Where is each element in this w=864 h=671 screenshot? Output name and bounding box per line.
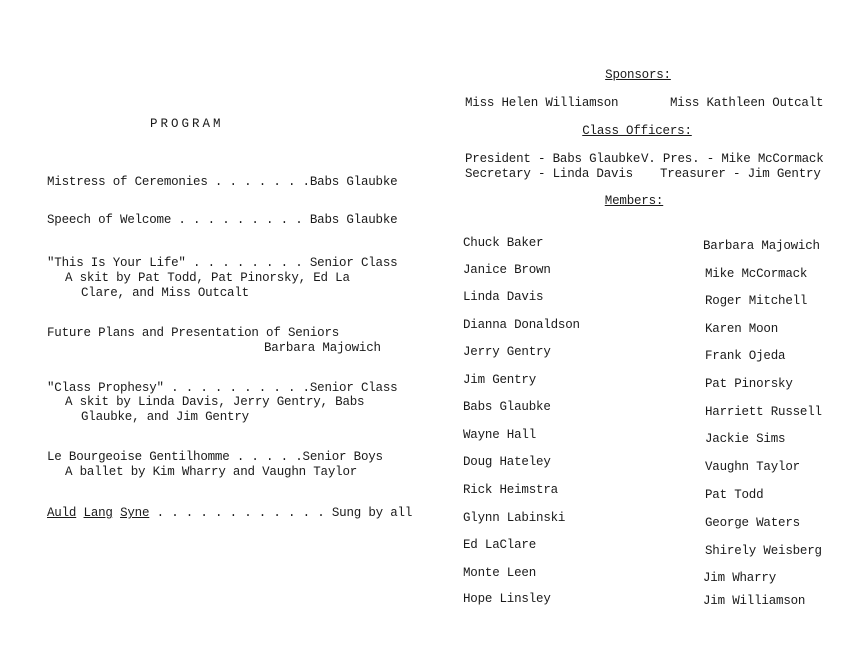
member-name: Jim Wharry (703, 571, 777, 585)
officer-president: President - Babs Glaubke (465, 152, 641, 166)
member-name: Mike McCormack (705, 267, 808, 281)
program-item-your-life-detail-2: Clare, and Miss Outcalt (81, 286, 249, 300)
program-item-ballet-detail: A ballet by Kim Wharry and Vaughn Taylor (65, 465, 358, 479)
member-name: Doug Hateley (463, 455, 551, 469)
lang-word: Lang (83, 506, 113, 520)
member-name: Wayne Hall (463, 428, 537, 442)
member-name: Babs Glaubke (463, 400, 551, 414)
officer-secretary: Secretary - Linda Davis (465, 167, 633, 181)
member-name: Barbara Majowich (703, 239, 820, 253)
member-name: Pat Todd (705, 488, 764, 502)
member-name: Jim Williamson (703, 594, 806, 608)
member-name: Jackie Sims (705, 432, 786, 446)
program-title: PROGRAM (150, 117, 224, 131)
auld-word: Auld (47, 506, 77, 520)
member-name: Ed LaClare (463, 538, 537, 552)
member-name: Jerry Gentry (463, 345, 551, 359)
member-name: Chuck Baker (463, 236, 544, 250)
sponsors-heading: Sponsors: (605, 68, 671, 82)
member-name: Frank Ojeda (705, 349, 786, 363)
member-name: Linda Davis (463, 290, 544, 304)
program-item-ballet: Le Bourgeoise Gentilhomme . . . . .Senior Boys (47, 450, 383, 464)
officer-treasurer: Treasurer - Jim Gentry (660, 167, 821, 181)
member-name: Janice Brown (463, 263, 551, 277)
members-heading: Members: (604, 194, 664, 208)
program-item-auld-lang-syne (47, 506, 412, 521)
member-name: Rick Heimstra (463, 483, 558, 497)
program-item-prophesy: "Class Prophesy" . . . . . . . . . .Senior Class (47, 381, 398, 395)
officers-heading: Class Officers: (582, 124, 692, 138)
sponsor-name: Miss Helen Williamson (465, 96, 619, 110)
member-name: Roger Mitchell (705, 294, 808, 308)
member-name: Monte Leen (463, 566, 537, 580)
member-name: Shirely Weisberg (705, 544, 822, 558)
member-name: Jim Gentry (463, 373, 537, 387)
program-item-future-plans: Future Plans and Presentation of Seniors (47, 326, 340, 340)
member-name: Vaughn Taylor (705, 460, 800, 474)
program-item-prophesy-detail-2: Glaubke, and Jim Gentry (81, 410, 249, 424)
member-name: George Waters (705, 516, 800, 530)
program-item-mistress: Mistress of Ceremonies . . . . . . .Babs Glaubke (47, 175, 398, 189)
member-name: Hope Linsley (463, 592, 551, 606)
program-item-your-life: "This Is Your Life" . . . . . . . . Senior Class (47, 256, 398, 270)
member-name: Karen Moon (705, 322, 779, 336)
member-name: Harriett Russell (705, 405, 822, 419)
member-name: Dianna Donaldson (463, 318, 580, 332)
member-name: Glynn Labinski (463, 511, 566, 525)
program-item-prophesy-detail-1: A skit by Linda Davis, Jerry Gentry, Babs (65, 395, 365, 409)
auld-lang-syne-performer: Sung by all (331, 506, 413, 520)
officer-vice-president: V. Pres. - Mike McCormack (641, 152, 824, 166)
program-item-your-life-detail-1: A skit by Pat Todd, Pat Pinorsky, Ed La (65, 271, 350, 285)
program-item-future-plans-presenter: Barbara Majowich (264, 341, 381, 355)
member-name: Pat Pinorsky (705, 377, 793, 391)
program-item-welcome: Speech of Welcome . . . . . . . . . Babs Glaubke (47, 213, 398, 227)
syne-word: Syne (120, 506, 150, 520)
sponsor-name: Miss Kathleen Outcalt (670, 96, 824, 110)
auld-lang-syne-dots: . . . . . . . . . . . . (156, 506, 325, 520)
